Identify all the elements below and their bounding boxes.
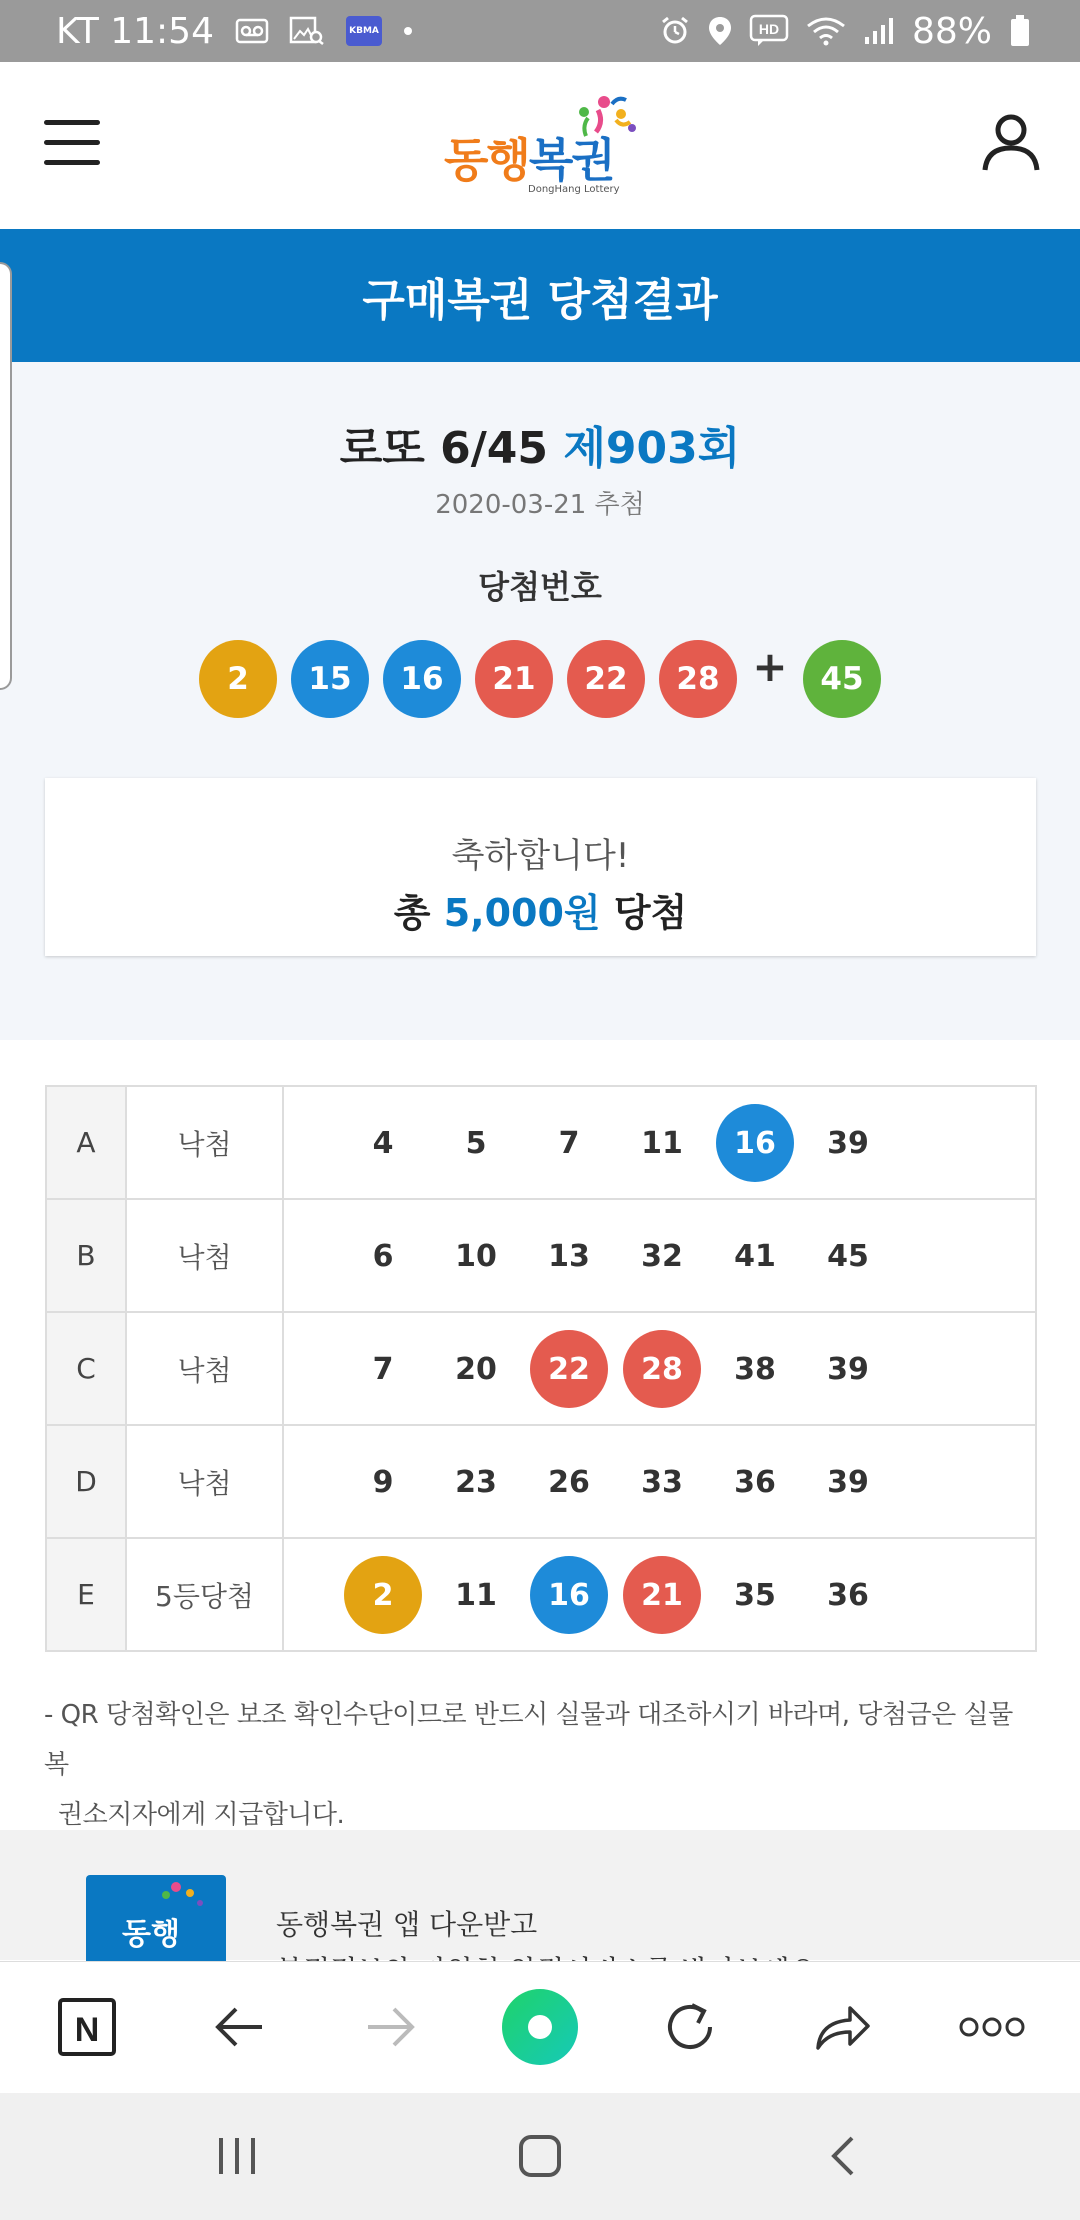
ticket-number: 45 [827,1238,869,1274]
bonus-ball: 45 [803,640,881,718]
ticket-result: 낙첨 [126,1199,283,1312]
ticket-number: 7 [372,1351,394,1387]
logo-subtitle: DongHang Lottery [528,184,620,195]
naver-n-icon[interactable] [47,1992,127,2062]
ticket-number: 11 [455,1577,497,1613]
matched-number: 2 [344,1556,422,1634]
ticket-number: 41 [734,1238,776,1274]
ticket-result: 낙첨 [126,1312,283,1425]
ticket-numbers [283,1425,1036,1538]
ticket-numbers [283,1086,1036,1199]
ticket-number: 10 [455,1238,497,1274]
ticket-number: 33 [641,1464,683,1500]
ticket-letter: E [46,1538,126,1651]
kbma-app-icon: KBMA [346,16,382,46]
location-icon [708,16,732,46]
prize-amount: 5,000원 [443,891,601,935]
home-icon[interactable] [495,2123,585,2189]
ticket-number: 35 [734,1577,776,1613]
alarm-icon [660,16,690,46]
back-arrow-icon[interactable] [200,1992,280,2062]
winning-ball: 15 [291,640,369,718]
hd-voice-icon [750,15,788,47]
carrier-time: KT 11:54 [56,10,214,52]
matched-number: 22 [530,1330,608,1408]
ticket-row [46,1086,1036,1199]
ticket-row [46,1312,1036,1425]
ticket-letter: D [46,1425,126,1538]
app-header [0,62,1080,229]
matched-number: 28 [623,1330,701,1408]
draw-date: 2020-03-21 추첨 [435,490,645,520]
congrats-message: 축하합니다! [451,836,630,876]
ticket-numbers [283,1312,1036,1425]
promo-text: 동행복권 앱 다운받고 [276,1908,538,1941]
draw-title [0,412,1080,476]
logo-wordmark: 동행복권 [444,133,614,187]
ticket-number: 39 [827,1464,869,1500]
signal-icon [864,17,894,45]
ticket-number: 32 [641,1238,683,1274]
app-download-promo[interactable] [0,1830,1080,1960]
qr-notice: - QR 당첨확인은 보조 확인수단이므로 반드시 실물과 대조하시기 바라며, 당첨금은 실물 복 권소지자에게 지급합니다. [44,1700,1013,1830]
matched-number: 16 [716,1104,794,1182]
battery-percent: 88% [911,10,992,52]
prize-amount-line: 총 5,000원 당첨 [393,891,688,935]
ticket-number: 5 [465,1125,487,1161]
ticket-numbers [283,1199,1036,1312]
share-icon[interactable] [803,1992,883,2062]
ticket-letter: A [46,1086,126,1199]
ticket-letter: B [46,1199,126,1312]
back-icon[interactable] [798,2123,888,2189]
menu-hamburger-icon[interactable] [44,120,100,170]
voicemail-icon [236,18,268,44]
promo-app-logo: 동행 [86,1875,226,1975]
ticket-result: 낙첨 [126,1425,283,1538]
draw-round: 제903회 [563,423,741,474]
winning-numbers [0,640,1080,720]
ticket-number: 39 [827,1351,869,1387]
ticket-number: 20 [455,1351,497,1387]
ticket-number: 26 [548,1464,590,1500]
ticket-number: 13 [548,1238,590,1274]
ticket-result: 5등당첨 [126,1538,283,1651]
page-title-banner [0,229,1080,362]
winning-ball: 28 [659,640,737,718]
ticket-row [46,1425,1036,1538]
ticket-number: 38 [734,1351,776,1387]
winning-numbers-label: 당첨번호 [478,568,602,606]
forward-arrow-icon[interactable] [350,1992,430,2062]
ticket-number: 36 [734,1464,776,1500]
user-profile-icon[interactable] [980,110,1042,172]
page-title: 구매복권 당첨결과 [362,274,718,326]
gallery-search-icon [290,17,324,45]
winning-ball: 22 [567,640,645,718]
donghang-lottery-logo[interactable] [436,92,648,202]
svg-text:N: N [74,2011,100,2049]
ticket-number: 11 [641,1125,683,1161]
svg-text:HD: HD [758,21,780,37]
matched-number: 16 [530,1556,608,1634]
matched-number: 21 [623,1556,701,1634]
more-icon[interactable] [952,1992,1032,2062]
winning-ball: 21 [475,640,553,718]
status-bar [0,0,1080,62]
ticket-row [46,1538,1036,1651]
system-navigation-bar [0,2093,1080,2220]
game-name: 로또 6/45 [339,423,549,474]
prize-summary-card [45,778,1036,956]
winning-ball: 2 [199,640,277,718]
ticket-results-table [45,1085,1037,1652]
browser-toolbar [0,1961,1080,2093]
notification-dot [404,27,412,35]
draw-result-section [0,362,1080,1040]
ticket-number: 4 [372,1125,394,1161]
ticket-numbers [283,1538,1036,1651]
ticket-number: 23 [455,1464,497,1500]
edge-panel-handle[interactable] [0,262,12,690]
refresh-icon[interactable] [650,1992,730,2062]
ticket-number: 7 [558,1125,580,1161]
green-dot-icon[interactable] [500,1992,580,2062]
wifi-icon [806,16,846,46]
ticket-row [46,1199,1036,1312]
bonus-plus-sign: + [752,642,788,691]
ticket-result: 낙첨 [126,1086,283,1199]
recent-apps-icon[interactable] [192,2123,282,2189]
battery-icon [1010,15,1030,47]
ticket-letter: C [46,1312,126,1425]
ticket-number: 36 [827,1577,869,1613]
winning-ball: 16 [383,640,461,718]
ticket-number: 39 [827,1125,869,1161]
ticket-number: 9 [372,1464,394,1500]
ticket-number: 6 [372,1238,394,1274]
